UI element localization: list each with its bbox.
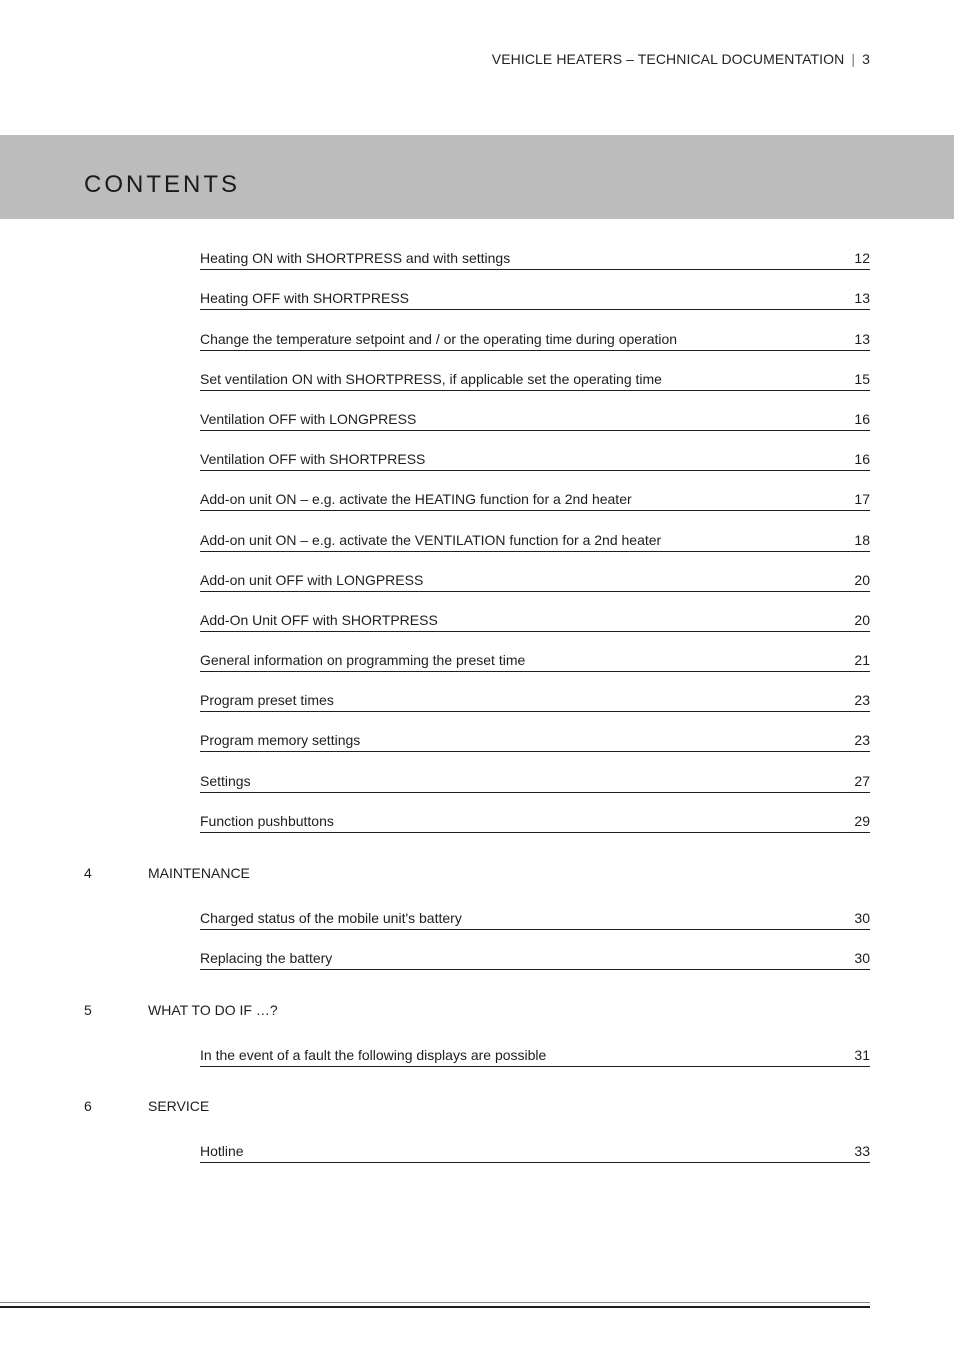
toc-group-maintenance — [0, 890, 954, 970]
running-header — [492, 51, 870, 67]
toc-entry-label: Program memory settings — [200, 732, 361, 749]
toc-entry-page: 23 — [854, 692, 870, 709]
toc-entry-label: Function pushbuttons — [200, 812, 334, 829]
toc-entry-label: Ventilation OFF with LONGPRESS — [200, 410, 417, 427]
toc-entry-page: 16 — [854, 451, 870, 468]
toc-entry[interactable] — [200, 351, 870, 391]
toc-entry-page: 20 — [854, 571, 870, 588]
toc-entry[interactable] — [200, 431, 870, 471]
contents-title: CONTENTS — [84, 171, 240, 198]
toc-entry[interactable] — [200, 930, 870, 970]
toc-entry-page: 12 — [854, 250, 870, 267]
toc-entry[interactable] — [200, 552, 870, 592]
toc-entry-label: Heating ON with SHORTPRESS and with settings — [200, 250, 511, 267]
document-title: VEHICLE HEATERS – TECHNICAL DOCUMENTATION — [491, 51, 845, 67]
toc-entry-page: 31 — [854, 1047, 870, 1064]
toc-group-service — [0, 1123, 954, 1163]
section-number: 4 — [84, 865, 92, 881]
toc-entry[interactable] — [200, 632, 870, 672]
toc-entry-page: 27 — [854, 772, 870, 789]
toc-entry-label: Set ventilation ON with SHORTPRESS, if applicable set the operating time — [200, 370, 662, 387]
toc-section-heading[interactable] — [0, 865, 954, 885]
toc-entry-page: 21 — [854, 652, 870, 669]
section-name: MAINTENANCE — [148, 865, 250, 881]
toc-entry-page: 13 — [854, 290, 870, 307]
toc-entry[interactable] — [200, 511, 870, 551]
toc-entry-label: Add-on unit OFF with LONGPRESS — [200, 571, 424, 588]
page-number: 3 — [862, 51, 870, 67]
toc-entry-page: 13 — [854, 330, 870, 347]
toc-group-top — [0, 230, 954, 833]
toc-entry-label: General information on programming the preset time — [200, 652, 526, 669]
toc-entry-page: 33 — [854, 1143, 870, 1160]
toc-section-heading[interactable] — [0, 1002, 954, 1022]
toc-entry[interactable] — [200, 752, 870, 792]
contents-banner — [0, 135, 954, 219]
toc-entry-page: 18 — [854, 531, 870, 548]
toc-entry-label: Hotline — [200, 1143, 244, 1160]
toc-entry[interactable] — [200, 1027, 870, 1067]
toc-entry[interactable] — [200, 391, 870, 431]
toc-entry-page: 17 — [854, 491, 870, 508]
toc-entry[interactable] — [200, 270, 870, 310]
section-number: 6 — [84, 1098, 92, 1114]
toc-entry-label: Settings — [200, 772, 251, 789]
toc-entry-page: 15 — [854, 370, 870, 387]
toc-entry-label: Add-On Unit OFF with SHORTPRESS — [200, 611, 438, 628]
toc-entry[interactable] — [200, 310, 870, 350]
footer-rule — [0, 1302, 870, 1308]
toc-entry-label: Add-on unit ON – e.g. activate the HEATING function for a 2nd heater — [200, 491, 632, 508]
toc-entry-page: 30 — [854, 910, 870, 927]
toc-entry-label: In the event of a fault the following displays are possible — [200, 1047, 547, 1064]
toc-entry-label: Replacing the battery — [200, 950, 333, 967]
section-name: SERVICE — [148, 1098, 210, 1114]
toc-section-heading[interactable] — [0, 1098, 954, 1118]
toc-entry-page: 29 — [854, 812, 870, 829]
toc-entry-page: 30 — [854, 950, 870, 967]
toc-entry-label: Charged status of the mobile unit's battery — [200, 910, 462, 927]
toc-entry-label: Ventilation OFF with SHORTPRESS — [200, 451, 426, 468]
toc-entry-page: 23 — [854, 732, 870, 749]
toc-entry[interactable] — [200, 592, 870, 632]
toc-entry-label: Heating OFF with SHORTPRESS — [200, 290, 410, 307]
toc-entry-label: Program preset times — [200, 692, 334, 709]
section-number: 5 — [84, 1002, 92, 1018]
header-separator: | — [851, 51, 856, 67]
toc-entry-label: Add-on unit ON – e.g. activate the VENTILATION function for a 2nd heater — [200, 531, 662, 548]
toc-entry-page: 16 — [854, 410, 870, 427]
toc-entry[interactable] — [200, 471, 870, 511]
toc-entry[interactable] — [200, 712, 870, 752]
toc-entry-label: Change the temperature setpoint and / or the operating time during operation — [200, 330, 678, 347]
section-name: WHAT TO DO IF …? — [148, 1002, 278, 1018]
toc-group-troubleshooting — [0, 1027, 954, 1067]
toc-entry-page: 20 — [854, 611, 870, 628]
toc-entry[interactable] — [200, 890, 870, 930]
toc-entry[interactable] — [200, 672, 870, 712]
toc-entry[interactable] — [200, 230, 870, 270]
toc-entry[interactable] — [200, 793, 870, 833]
toc-entry[interactable] — [200, 1123, 870, 1163]
